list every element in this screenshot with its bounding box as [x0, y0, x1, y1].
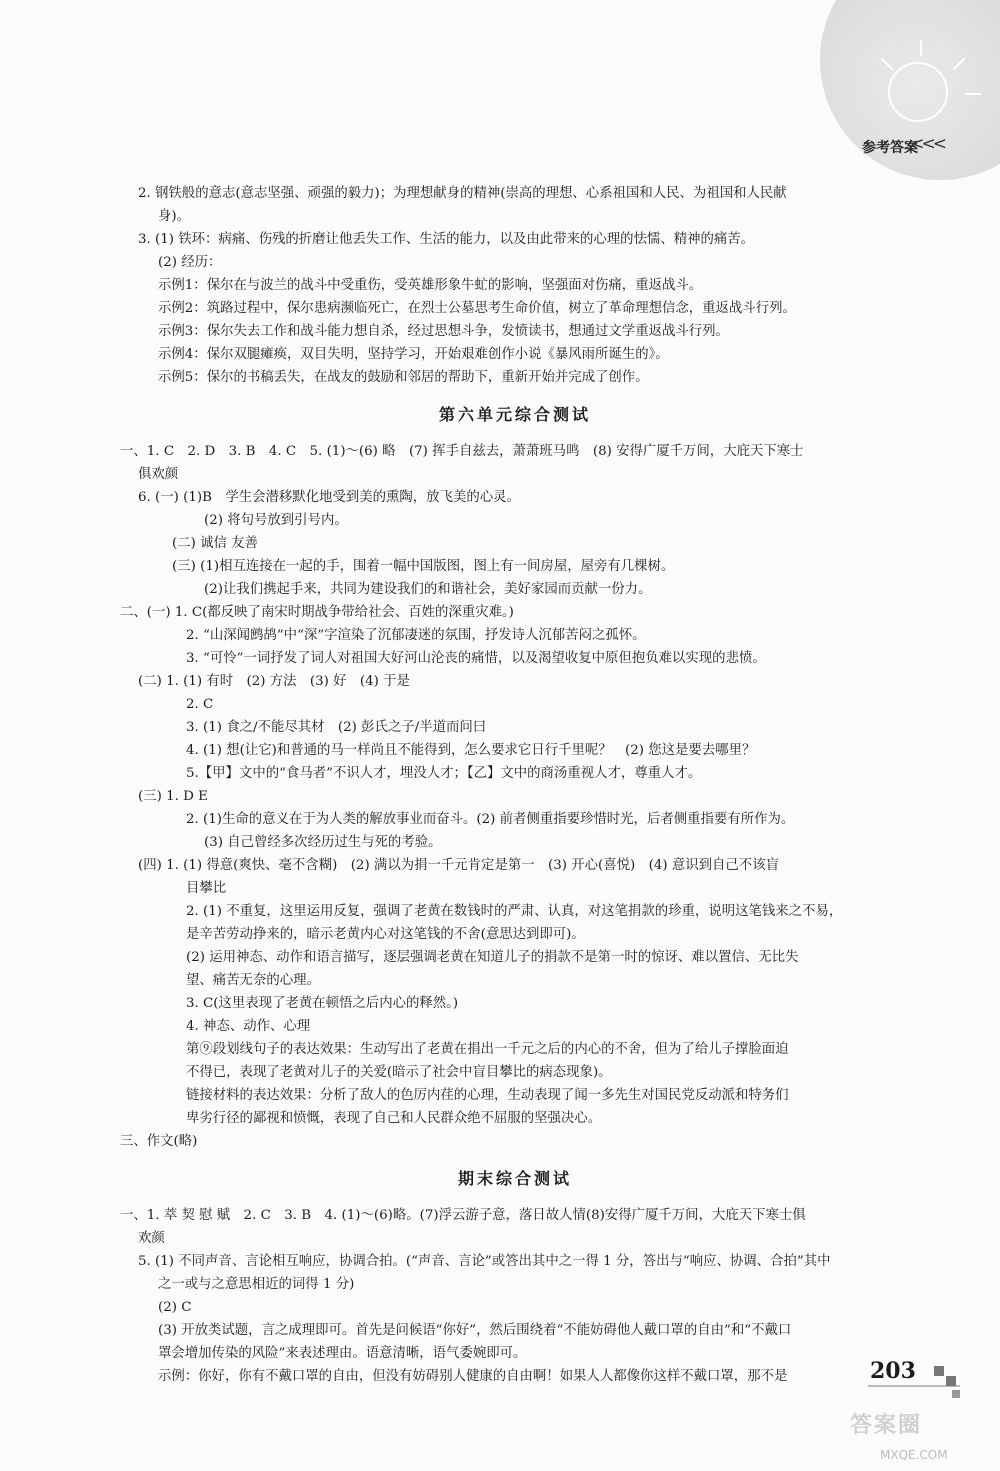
answer-line: 一、1. C 2. D 3. B 4. C 5. (1)～(6) 略 (7) 挥手自兹去，萧萧班马鸣 (8) 安得广厦千万间，大庇天下寒士	[120, 444, 804, 459]
answer-line: 罩会增加传染的风险”来表述理由。语意清晰，语气委婉即可。	[158, 1346, 527, 1361]
answer-line: (2) 将句号放到引号内。	[204, 513, 348, 528]
sun-ray-icon	[920, 40, 922, 56]
answer-line: 是辛苦劳动挣来的，暗示老黄内心对这笔钱的不舍(意思达到即可)。	[186, 927, 585, 942]
answer-line: (二) 诚信 友善	[172, 536, 258, 551]
answer-line: 之一或与之意思相近的词得 1 分)	[158, 1277, 355, 1292]
answer-line: 5. (1) 不同声音、言论相互响应，协调合拍。(“声音、言论”或答出其中之一得 1 分，答出与“响应、协调、合拍”其中	[138, 1254, 831, 1269]
answer-content	[120, 182, 910, 1388]
answer-line: 目攀比	[186, 881, 227, 896]
answer-line: 示例：你好，你有不戴口罩的自由，但没有妨碍别人健康的自由啊！如果人人都像你这样不戴口罩，那不是	[158, 1369, 788, 1384]
answer-line: (2) 经历：	[158, 255, 222, 270]
chevrons-left-icon: <<<	[910, 134, 944, 154]
header-label: 参考答案	[862, 140, 918, 156]
watermark-logo: 答案圈	[850, 1413, 923, 1438]
answer-line: 示例5：保尔的书稿丢失，在战友的鼓励和邻居的帮助下，重新开始并完成了创作。	[158, 370, 649, 385]
section-unit6-answers	[120, 440, 910, 1153]
answer-line: (3) 开放类试题，言之成理即可。首先是问候语“你好”，然后围绕着“不能妨碍他人戴口罩的自由”和“不戴口	[158, 1323, 792, 1338]
answer-line: 3. (1) 铁环：病痛、伤残的折磨让他丢失工作、生活的能力，以及由此带来的心理的怯懦、精神的痛苦。	[138, 232, 755, 247]
section-title-final: 期末综合测试	[457, 1169, 572, 1188]
answer-line: 欢颜	[138, 1231, 165, 1246]
answer-line: 6. (一) (1)B 学生会潜移默化地受到美的熏陶，放飞美的心灵。	[138, 490, 520, 505]
answer-line: 2. (1)生命的意义在于为人类的解放事业而奋斗。(2) 前者侧重指要珍惜时光，后者侧重指要有所作为。	[186, 812, 795, 827]
section-title-unit6: 第六单元综合测试	[438, 405, 591, 424]
corner-square-icon	[934, 1366, 944, 1376]
answer-line: (四) 1. (1) 得意(爽快、毫不含糊) (2) 满以为捐一千元肯定是第一 (3) 开心(喜悦) (4) 意识到自己不该盲	[138, 858, 779, 873]
answer-line: 链接材料的表达效果：分析了敌人的色厉内荏的心理，生动表现了闻一多先生对国民党反动派和特务们	[186, 1088, 789, 1103]
answer-line: 4. 神态、动作、心理	[186, 1019, 311, 1034]
answer-line: 二、(一) 1. C(都反映了南宋时期战争带给社会、百姓的深重灾难。)	[120, 605, 514, 620]
watermark-url: MXQE.COM	[880, 1448, 948, 1462]
page-number: 203	[870, 1358, 916, 1384]
answer-line: 示例1：保尔在与波兰的战斗中受重伤，受英雄形象牛虻的影响，坚强面对伤痛，重返战斗。	[158, 278, 703, 293]
answer-line: 示例3：保尔失去工作和战斗能力想自杀，经过思想斗争，发愤读书，想通过文学重返战斗行列。	[158, 324, 729, 339]
corner-square-icon	[952, 1390, 960, 1398]
section-final-answers	[120, 1204, 910, 1388]
answer-line: 俱欢颜	[138, 467, 179, 482]
answer-line: 卑劣行径的鄙视和愤慨，表现了自己和人民群众绝不屈服的坚强决心。	[186, 1111, 602, 1126]
corner-square-icon	[946, 1376, 956, 1386]
answer-line: (3) 自己曾经多次经历过生与死的考验。	[204, 835, 442, 850]
section-unit5-answers	[120, 182, 910, 389]
answer-line: 2. 钢铁般的意志(意志坚强、顽强的毅力)；为理想献身的精神(崇高的理想、心系祖国和人民、为祖国和人民献	[138, 186, 787, 201]
answer-line: 示例2：筑路过程中，保尔患病濒临死亡，在烈士公墓思考生命价值，树立了革命理想信念，重返战斗行列。	[158, 301, 796, 316]
answer-line: (三) (1)相互连接在一起的手，围着一幅中国版图，图上有一间房屋，屋旁有几棵树。	[172, 559, 675, 574]
answer-line: 2. “山深闻鹧鸪”中“深”字渲染了沉郁凄迷的氛围，抒发诗人沉郁苦闷之孤怀。	[186, 628, 646, 643]
answer-line: 示例4：保尔双腿瘫痪，双目失明，坚持学习，开始艰难创作小说《暴风雨所诞生的》。	[158, 347, 669, 362]
answer-line: 三、作文(略)	[120, 1134, 198, 1149]
answer-line: (二) 1. (1) 有时 (2) 方法 (3) 好 (4) 于是	[138, 674, 410, 689]
sun-ray-icon	[965, 93, 981, 95]
answer-line: 3. C(这里表现了老黄在顿悟之后内心的释然。)	[186, 996, 459, 1011]
answer-line: 2. (1) 不重复，这里运用反复，强调了老黄在数钱时的严肃、认真，对这笔捐款的珍重，说明这笔钱来之不易，	[186, 904, 843, 919]
answer-line: (三) 1. D E	[138, 789, 208, 804]
answer-line: 一、1. 萃 契 慰 赋 2. C 3. B 4. (1)～(6)略。(7)浮云游子意，落日故人情(8)安得广厦千万间，大庇天下寒士俱	[120, 1208, 806, 1223]
answer-line: (2)让我们携起手来，共同为建设我们的和谐社会，美好家园而贡献一份力。	[204, 582, 652, 597]
answer-line: 身)。	[158, 209, 191, 224]
sun-icon	[888, 62, 948, 122]
answer-line: 3. (1) 食之/不能尽其材 (2) 彭氏之子/半道而问曰	[186, 720, 487, 735]
answer-line: 2. C	[186, 697, 214, 712]
answer-line: 望、痛苦无奈的心理。	[186, 973, 320, 988]
answer-line: 不得已，表现了老黄对儿子的关爱(暗示了社会中盲目攀比的病态现象)。	[186, 1065, 612, 1080]
answer-line: 4. (1) 想(让它)和普通的马一样尚且不能得到，怎么要求它日行千里呢？ (2) 您这是要去哪里？	[186, 743, 756, 758]
answer-line: 5.【甲】文中的“食马者”不识人才，埋没人才；【乙】文中的商汤重视人才，尊重人才。	[186, 766, 702, 781]
answer-line: 第⑨段划线句子的表达效果：生动写出了老黄在捐出一千元之后的内心的不舍，但为了给儿子撑脸面迫	[186, 1042, 789, 1057]
answer-line: (2) C	[158, 1300, 192, 1315]
answer-line: (2) 运用神态、动作和语言描写，逐层强调老黄在知道儿子的捐款不是第一时的惊讶、难以置信、无比失	[186, 950, 799, 965]
answer-line: 3. “可怜”一词抒发了词人对祖国大好河山沦丧的痛惜，以及渴望收复中原但抱负难以实现的悲愤。	[186, 651, 766, 666]
